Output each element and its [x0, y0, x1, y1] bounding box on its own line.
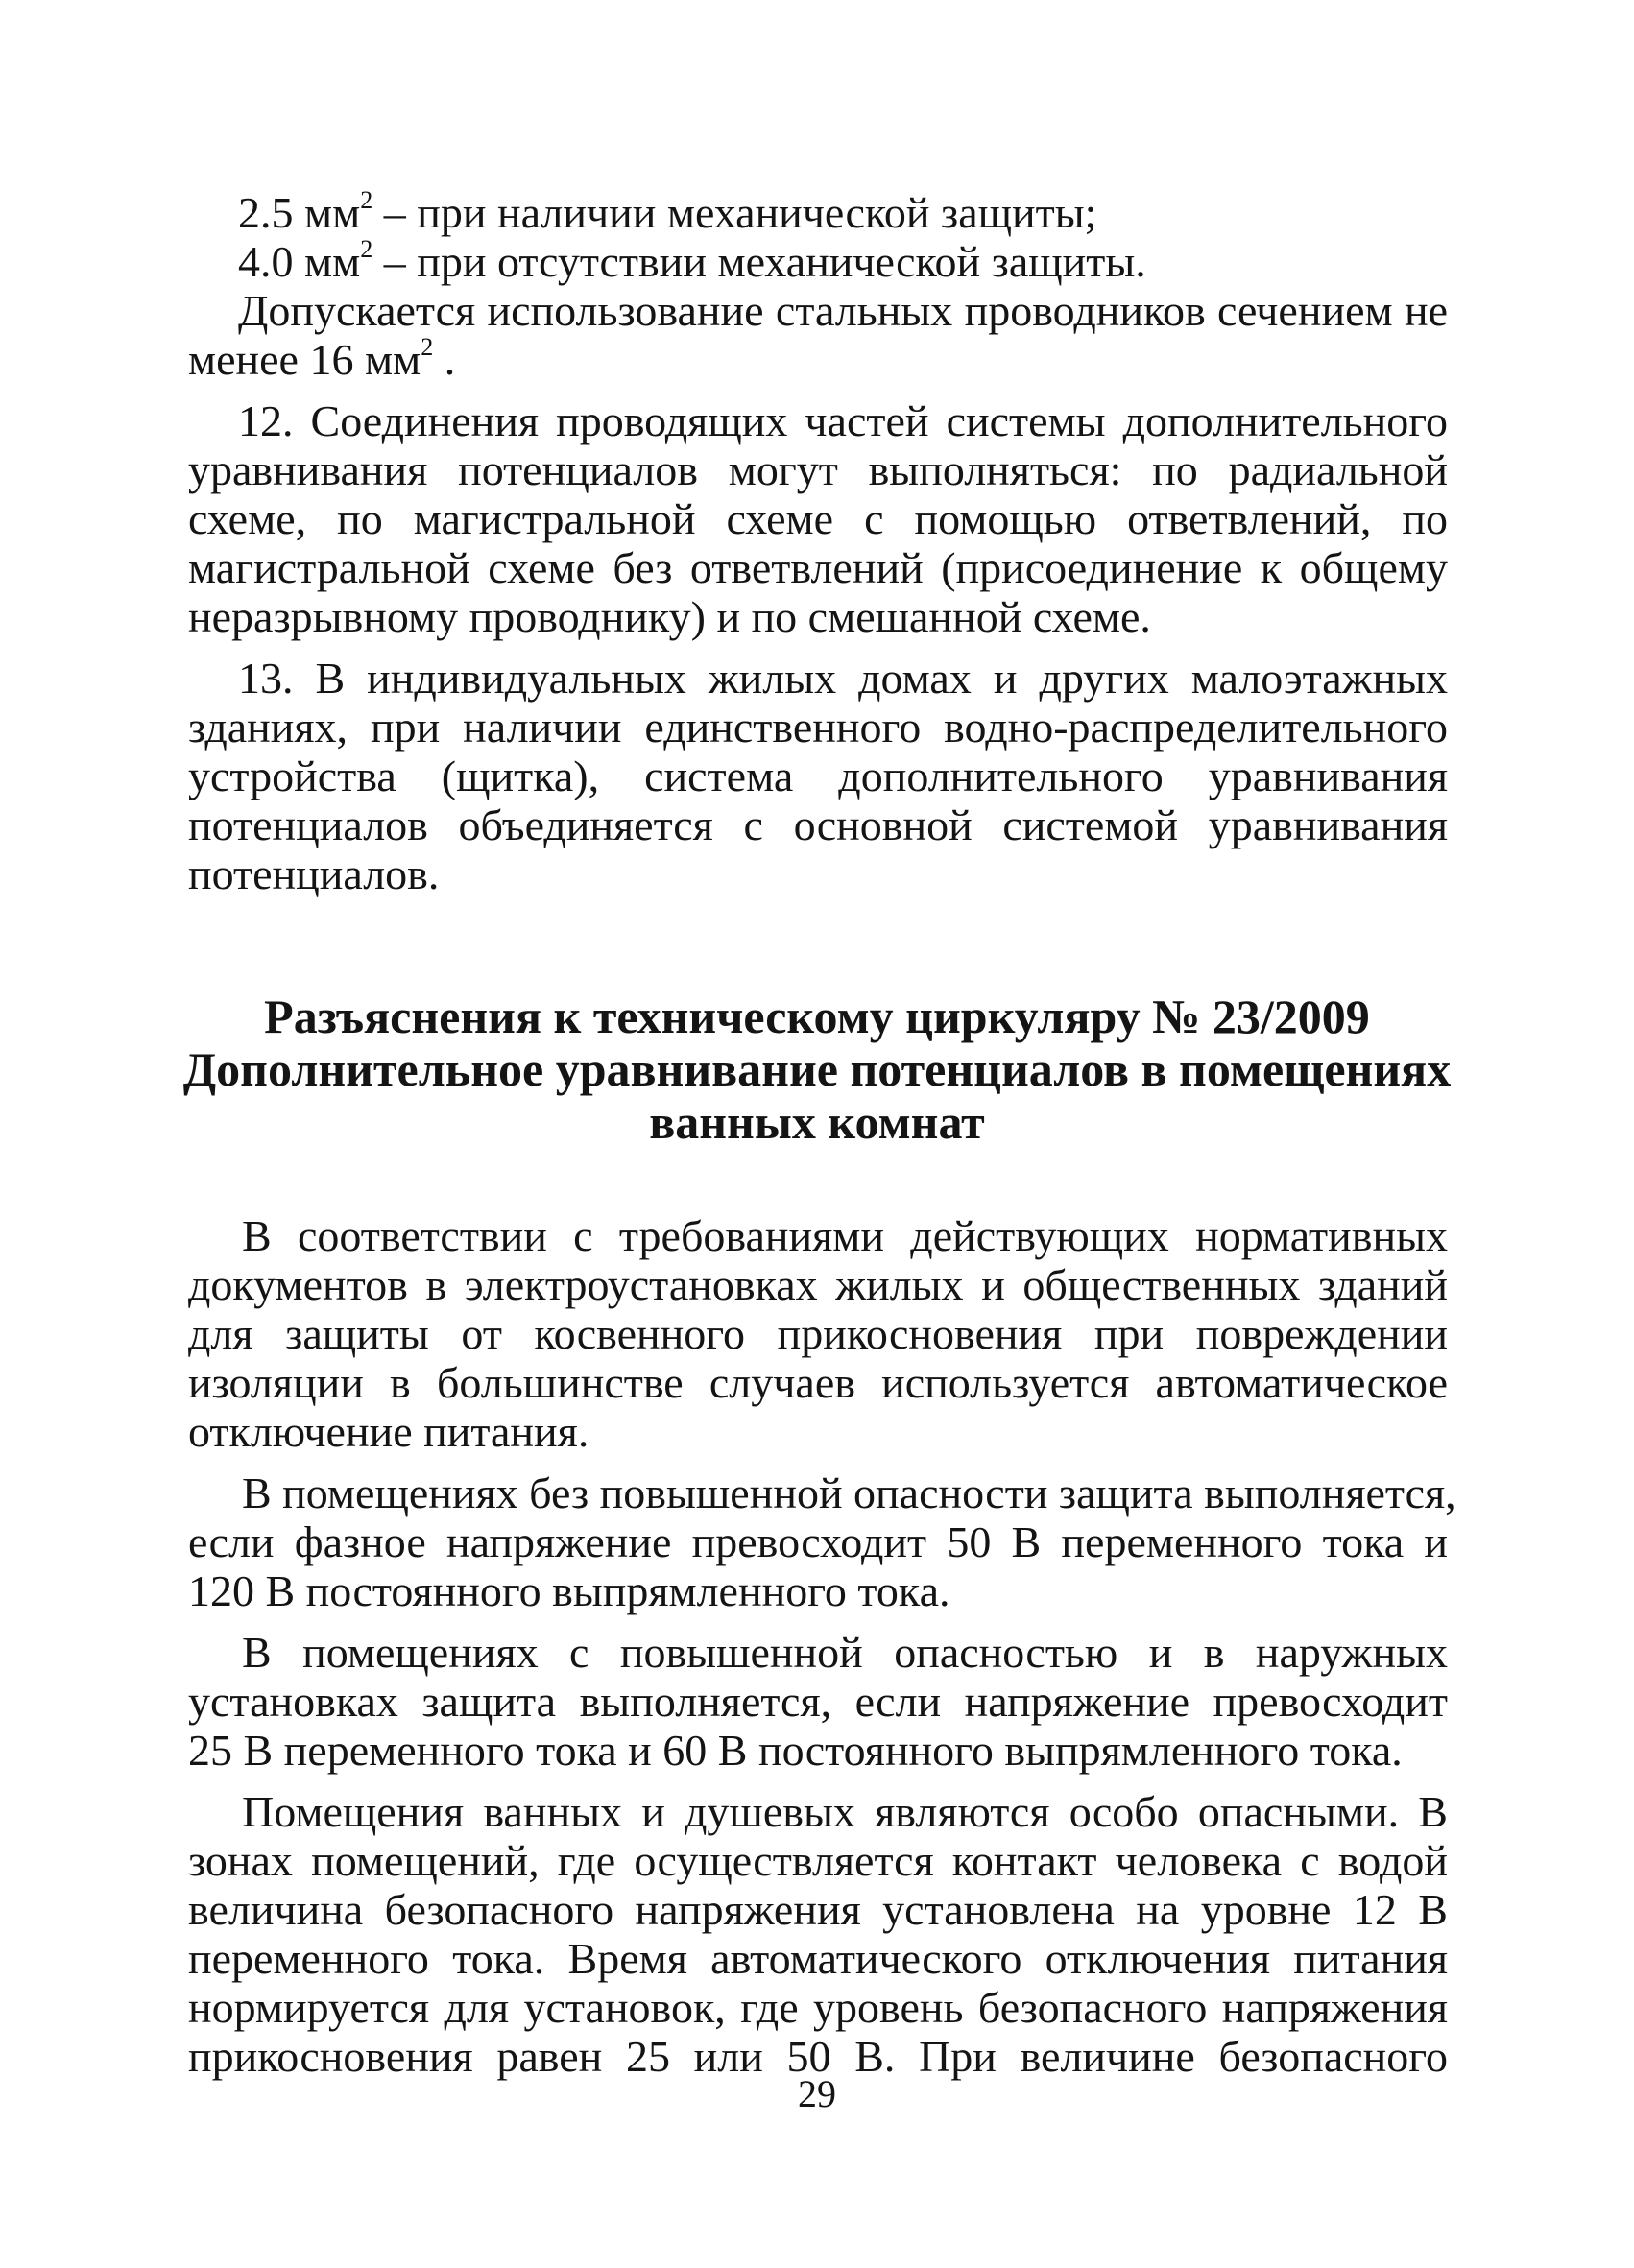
paragraph-line: изоляции в большинстве случаев используется автоматическое: [188, 1358, 1448, 1407]
cross-section-line-protected: 2.5 $мм^2$ – при наличии механической защиты;: [238, 185, 1097, 237]
paragraph-line: величина безопасного напряжения установлена на уровне 12 В: [188, 1885, 1448, 1934]
paragraph-line: магистральной схеме без ответвлений (присоединение к общему: [188, 543, 1448, 592]
section-heading: [163, 991, 1471, 1149]
paragraph-line: Помещения ванных и душевых являются особо опасными. В: [242, 1787, 1448, 1836]
paragraph-line: если фазное напряжение превосходит 50 В переменного тока и: [188, 1517, 1448, 1566]
paragraph-line: зданиях, при наличии единственного водно-распределительного: [188, 703, 1448, 752]
paragraph-line: В помещениях с повышенной опасностью и в наружных: [242, 1628, 1448, 1677]
page-number: 29: [798, 2072, 836, 2115]
paragraph-line: 25 В переменного тока и 60 В постоянного выпрямленного тока.: [188, 1726, 1403, 1775]
paragraph-4: [188, 1787, 1448, 2081]
paragraph-line: нормируется для установок, где уровень безопасного напряжения: [188, 1983, 1448, 2032]
superscript: 2: [360, 185, 373, 214]
paragraph-line: В помещениях без повышенной опасности защита выполняется,: [242, 1468, 1456, 1517]
paragraph-line: отключение питания.: [188, 1407, 589, 1456]
paragraph-3: [188, 1628, 1448, 1775]
superscript: 2: [421, 332, 434, 361]
paragraph-line: зонах помещений, где осуществляется контакт человека с водой: [188, 1836, 1448, 1885]
paragraph-line: В соответствии с требованиями действующих нормативных: [242, 1211, 1448, 1260]
paragraph-line: документов в электроустановках жилых и общественных зданий: [188, 1260, 1448, 1309]
paragraph-line: для защиты от косвенного прикосновения при повреждении: [188, 1309, 1448, 1358]
paragraph-line: 120 В постоянного выпрямленного тока.: [188, 1566, 950, 1615]
paragraph-line: установках защита выполняется, если напряжение превосходит: [188, 1677, 1448, 1726]
paragraph-1: [188, 1211, 1448, 1456]
paragraph-line: устройства (щитка), система дополнительного уравнивания: [188, 752, 1448, 800]
steel-conductors-line: Допускается использование стальных проводников сечением не: [238, 286, 1448, 335]
paragraph-2: [188, 1468, 1456, 1615]
paragraph-line: 12. Соединения проводящих частей системы дополнительного: [238, 396, 1448, 445]
item-12-paragraph: [188, 396, 1448, 641]
superscript: 2: [360, 234, 373, 263]
paragraph-line: схеме, по магистральной схеме с помощью ответвлений, по: [188, 494, 1448, 543]
intro-block: [188, 185, 1448, 898]
paragraph-line: 13. В индивидуальных жилых домах и других малоэтажных: [238, 654, 1448, 703]
paragraph-line: уравнивания потенциалов могут выполняться: по радиальной: [188, 445, 1448, 494]
item-13-paragraph: [188, 654, 1448, 898]
heading-line: ванных комнат: [649, 1095, 985, 1149]
heading-line: Разъяснения к техническому циркуляру № 23/2009: [264, 990, 1370, 1043]
explanation-body: [188, 1211, 1456, 2081]
paragraph-line: неразрывному проводнику) и по смешанной схеме.: [188, 592, 1151, 641]
steel-conductors-continuation: менее 16 $мм^2$ .: [188, 332, 456, 384]
paragraph-line: потенциалов объединяется с основной системой уравнивания: [188, 800, 1448, 849]
paragraph-line: потенциалов.: [188, 849, 440, 898]
paragraph-line: переменного тока. Время автоматического отключения питания: [188, 1934, 1448, 1983]
paragraph-line: прикосновения равен 25 или 50 В. При величине безопасного: [188, 2032, 1448, 2081]
heading-line: Дополнительное уравнивание потенциалов в помещениях: [182, 1042, 1452, 1096]
cross-section-line-unprotected: 4.0 $мм^2$ – при отсутствии механической защиты.: [238, 234, 1146, 286]
